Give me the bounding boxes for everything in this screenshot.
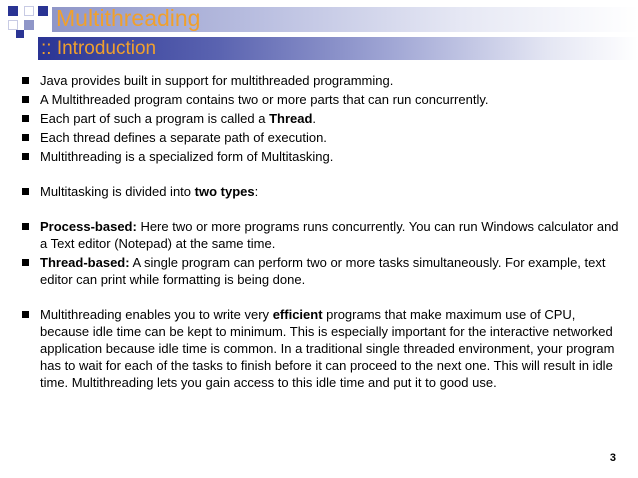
bullet-text: Multithreading enables you to write very (40, 307, 273, 322)
square-shape (8, 20, 18, 30)
bullet-bold-text: Thread (269, 111, 313, 126)
bullet-item (20, 218, 620, 252)
bullet-text: Java provides built in support for multithreaded programming. (40, 73, 394, 88)
bullet-text: A Multithreaded program contains two or more parts that can run concurrently. (40, 92, 489, 107)
bullet-gap (20, 290, 620, 306)
bullet-bold-text: two types (194, 184, 255, 199)
bullet-list (20, 72, 620, 393)
square-shape (8, 6, 18, 16)
bullet-item (20, 148, 620, 165)
bullet-bold-text: Process-based: (40, 219, 137, 234)
page-number: 3 (609, 452, 616, 464)
bullet-gap (20, 167, 620, 183)
square-shape (24, 20, 34, 30)
bullet-item (20, 129, 620, 146)
bullet-text: Each part of such a program is called a (40, 111, 270, 126)
bullet-text: Multithreading is a specialized form of Multitasking. (40, 149, 334, 164)
bullet-item (20, 91, 620, 108)
bullet-gap (20, 202, 620, 218)
bullet-bold-text: Thread-based: (40, 255, 130, 270)
bullet-bold-text: efficient (272, 307, 323, 322)
bullet-text: Each thread defines a separate path of execution. (40, 130, 327, 145)
bullet-text: . (312, 111, 317, 126)
slide-title: Multithreading (56, 5, 201, 31)
decorative-squares (0, 0, 52, 40)
bullet-text: programs that make maximum use of CPU, because idle time can be kept to minimum. This is especially important for the interactive networked application because idle time is common. In a traditional single threaded environment, your program has to wait for each of the tasks to finish before it can proceed to the next one. This will result in idle time. Multithreading lets you gain access to this idle time and put it to good use. (40, 307, 615, 390)
bullet-text: Multitasking is divided into (40, 184, 195, 199)
slide-subtitle: :: Introduction (41, 38, 157, 59)
bullet-item (20, 110, 620, 127)
bullet-item (20, 183, 620, 200)
bullet-item (20, 254, 620, 288)
bullet-text: Here two or more programs runs concurrently. You can run Windows calculator and a Text editor (Notepad) at the same time. (40, 219, 619, 251)
bullet-item (20, 72, 620, 89)
square-shape (24, 6, 34, 16)
square-shape (16, 30, 24, 38)
bullet-item (20, 306, 620, 391)
square-shape (38, 6, 48, 16)
bullet-text: : (254, 184, 259, 199)
bullet-text: A single program can perform two or more tasks simultaneously. For example, text editor can print while formatting is being done. (40, 255, 606, 287)
